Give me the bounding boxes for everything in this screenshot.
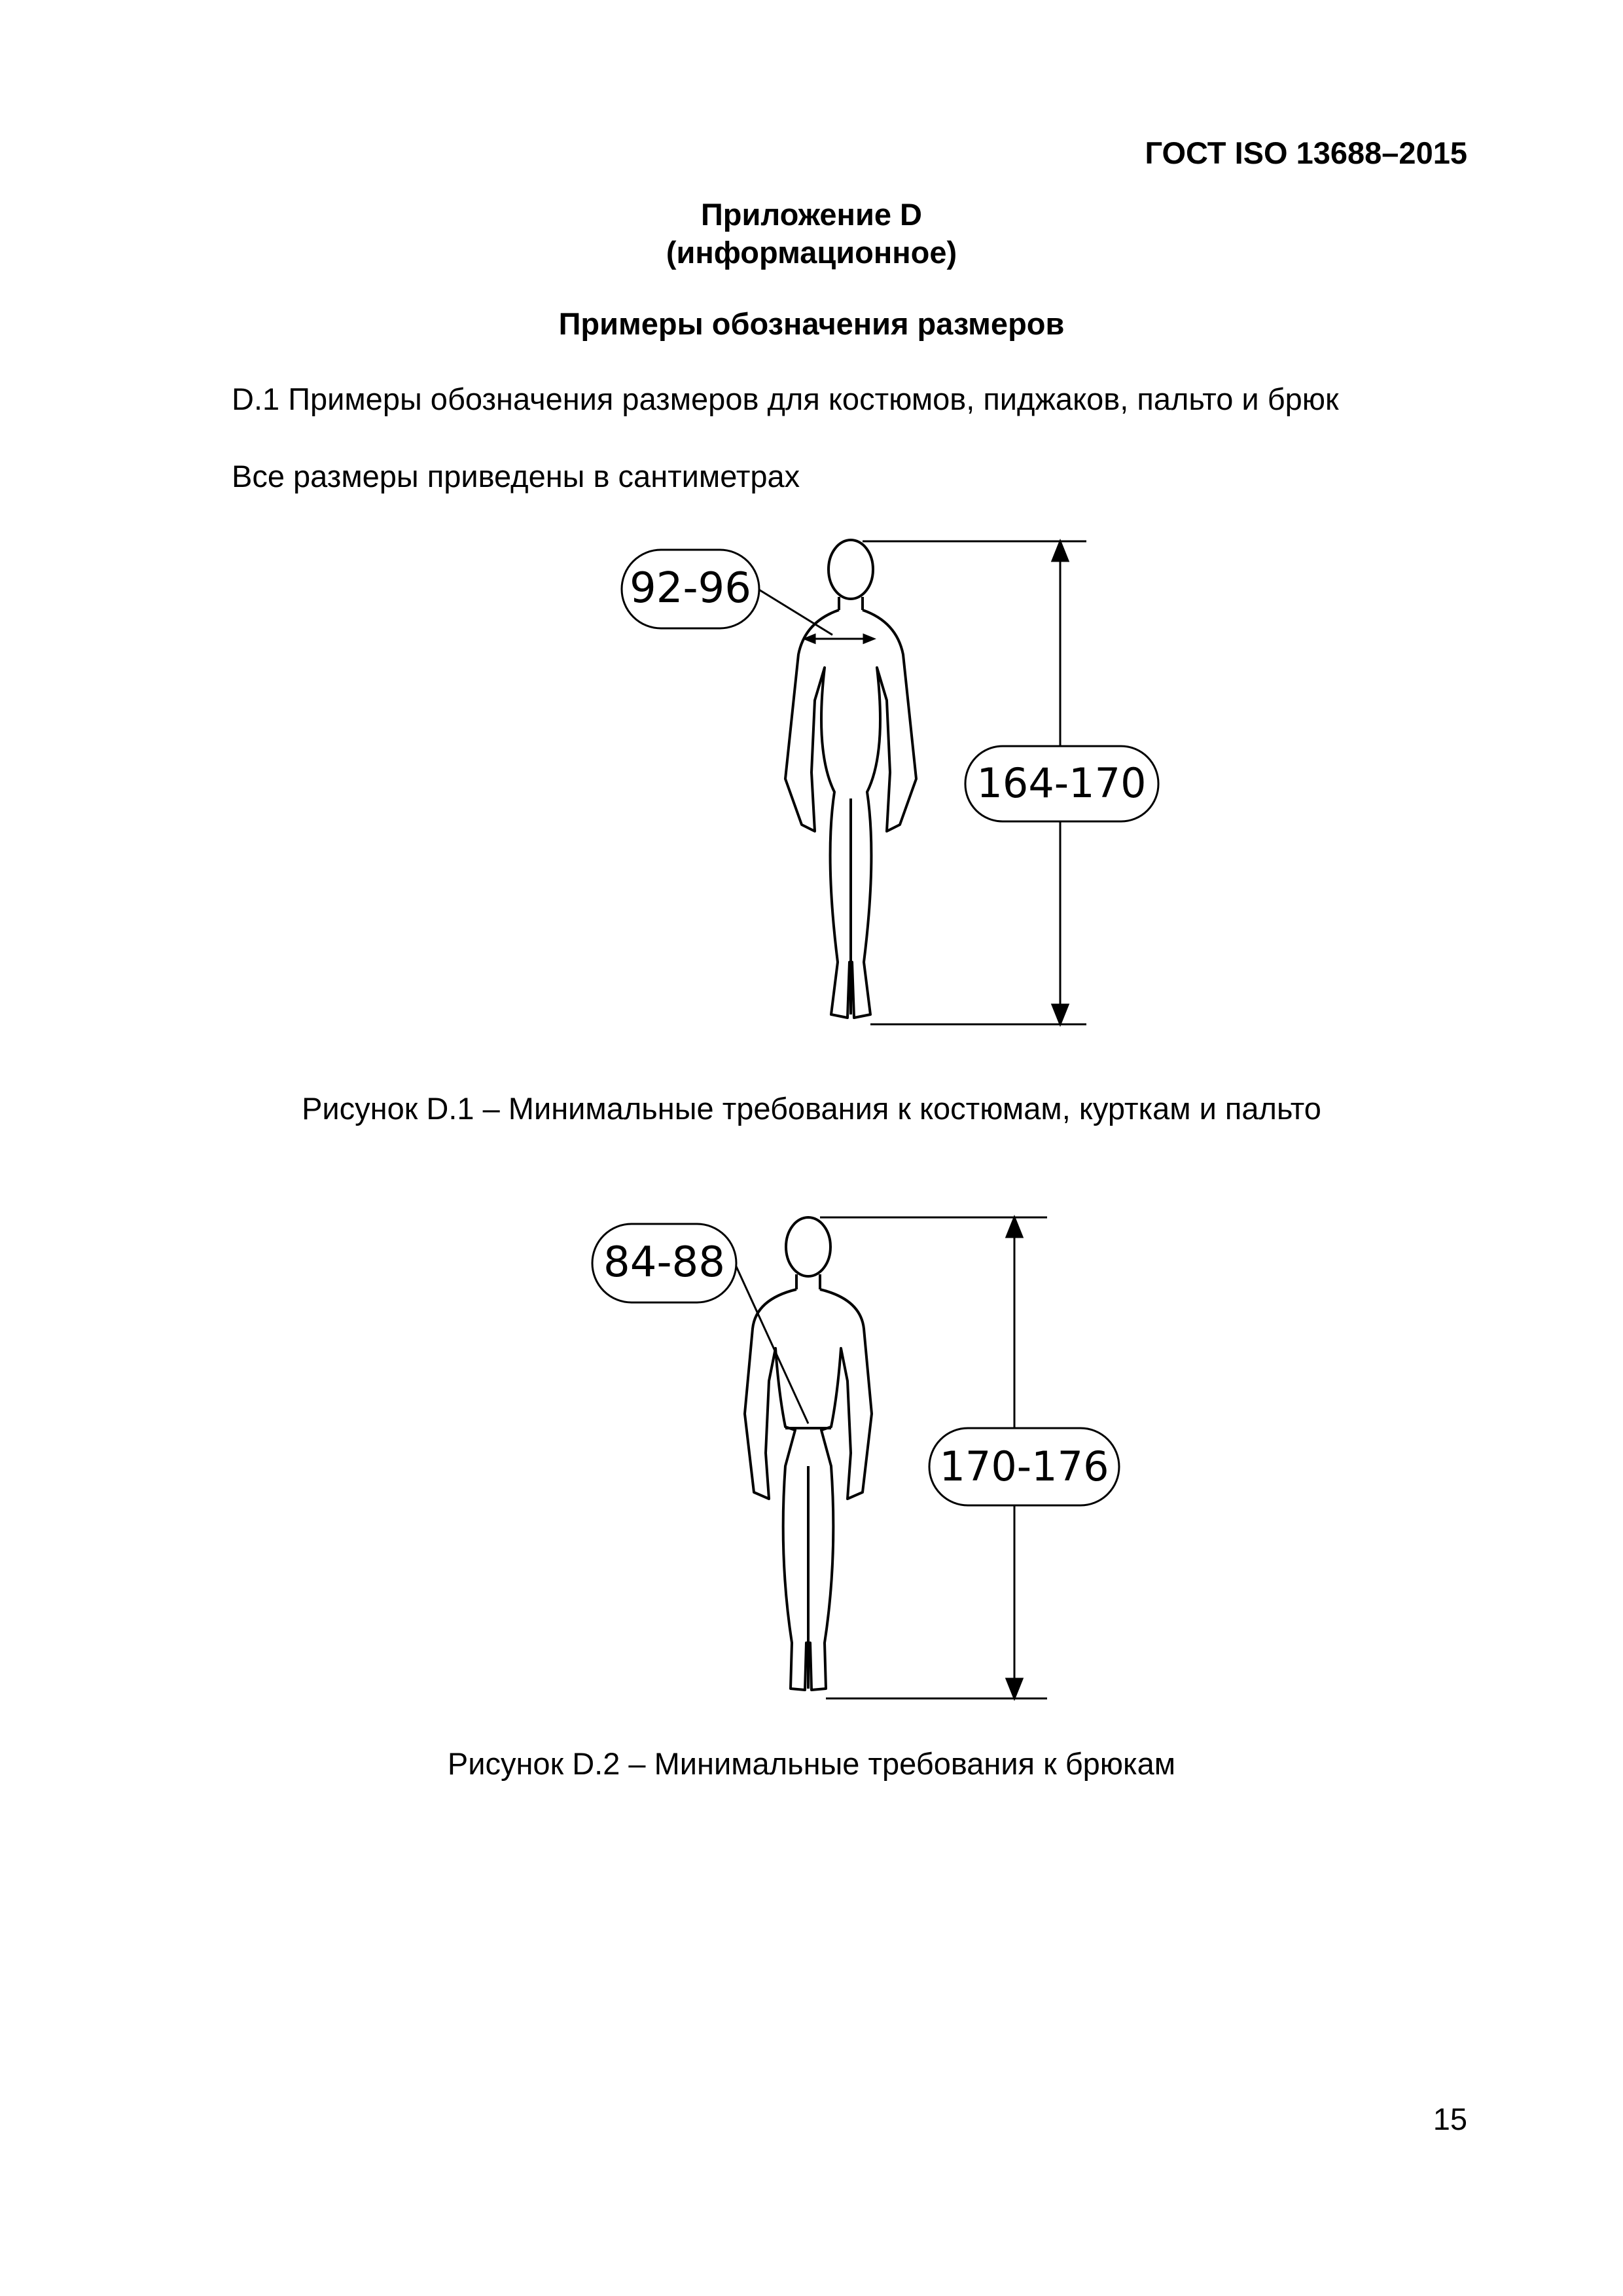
section-title: Примеры обозначения размеров <box>558 306 1065 341</box>
height-label-d2 <box>929 1428 1119 1505</box>
paragraph-units: Все размеры приведены в сантиметрах <box>232 459 800 493</box>
document-number: ГОСТ ISO 13688–2015 <box>1145 135 1467 170</box>
girth-value-d2: 84-88 <box>603 1238 725 1287</box>
human-figure-d1 <box>785 540 916 1018</box>
human-figure-d2 <box>745 1217 872 1690</box>
height-value-d2: 170-176 <box>939 1443 1109 1490</box>
figure-d1-diagram <box>589 517 1178 1041</box>
figure-d2-caption: Рисунок D.2 – Минимальные требования к брюкам <box>447 1746 1176 1781</box>
girth-label-d2 <box>592 1224 736 1302</box>
girth-value-d1: 92-96 <box>630 564 751 613</box>
girth-label-d1 <box>622 550 759 628</box>
figure-d1-caption: Рисунок D.1 – Минимальные требования к костюмам, курткам и пальто <box>302 1091 1321 1126</box>
height-value-d1: 164-170 <box>976 759 1147 807</box>
page-number: 15 <box>1433 2102 1467 2136</box>
paragraph-d1: D.1 Примеры обозначения размеров для костюмов, пиджаков, пальто и брюк <box>232 382 1339 416</box>
height-label-d1 <box>965 746 1158 821</box>
annex-kind: (информационное) <box>666 235 957 270</box>
figure-d2-diagram <box>576 1191 1165 1715</box>
annex-title: Приложение D <box>701 197 922 232</box>
